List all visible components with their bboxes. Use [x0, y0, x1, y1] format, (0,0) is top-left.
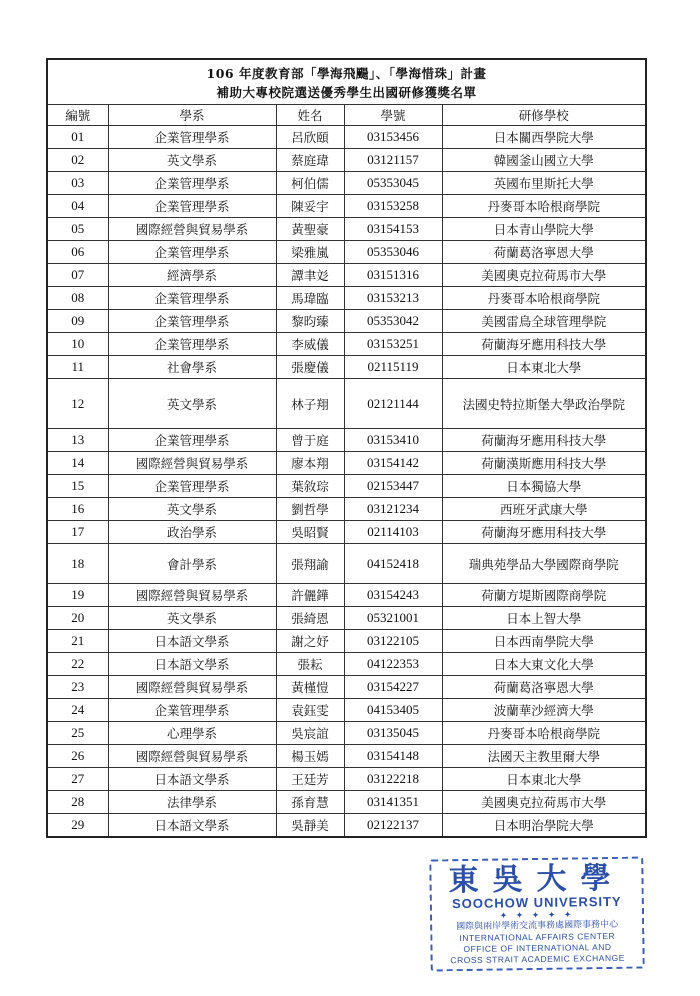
- cell-number: 17: [48, 521, 108, 544]
- stamp-line-2: OFFICE OF INTERNATIONAL AND: [463, 941, 612, 955]
- cell-number: 21: [48, 630, 108, 653]
- cell-department: 英文學系: [108, 149, 276, 172]
- cell-school: 英國布里斯托大學: [442, 172, 645, 195]
- cell-student-id: 03121157: [344, 149, 442, 172]
- award-list-sheet: [46, 58, 647, 838]
- cell-department: 政治學系: [108, 521, 276, 544]
- cell-school: 日本青山學院大學: [442, 218, 645, 241]
- table-row: [48, 149, 645, 172]
- cell-student-id: 03153251: [344, 333, 442, 356]
- cell-department: 經濟學系: [108, 264, 276, 287]
- table-row: [48, 544, 645, 584]
- cell-school: 荷蘭海牙應用科技大學: [442, 521, 645, 544]
- cell-number: 19: [48, 584, 108, 607]
- cell-number: 20: [48, 607, 108, 630]
- cell-number: 24: [48, 699, 108, 722]
- table-row: [48, 498, 645, 521]
- table-row: [48, 768, 645, 791]
- stamp-line-3: CROSS STRAIT ACADEMIC EXCHANGE: [450, 952, 625, 966]
- cell-school: 日本上智大學: [442, 607, 645, 630]
- cell-name: 陳妥宇: [276, 195, 344, 218]
- cell-number: 07: [48, 264, 108, 287]
- cell-name: 黎昀臻: [276, 310, 344, 333]
- cell-department: 心理學系: [108, 722, 276, 745]
- cell-name: 梁雅嵐: [276, 241, 344, 264]
- stamp-line-1: INTERNATIONAL AFFAIRS CENTER: [459, 930, 616, 944]
- cell-school: 丹麥哥本哈根商學院: [442, 722, 645, 745]
- table-row: [48, 379, 645, 429]
- cell-name: 楊玉嫣: [276, 745, 344, 768]
- cell-department: 英文學系: [108, 379, 276, 429]
- cell-student-id: 05353045: [344, 172, 442, 195]
- cell-number: 06: [48, 241, 108, 264]
- cell-name: 李威儀: [276, 333, 344, 356]
- cell-school: 日本獨協大學: [442, 475, 645, 498]
- header-department: 學系: [108, 105, 276, 126]
- cell-number: 09: [48, 310, 108, 333]
- table-row: [48, 745, 645, 768]
- cell-student-id: 02121144: [344, 379, 442, 429]
- cell-school: 美國雷鳥全球管理學院: [442, 310, 645, 333]
- cell-department: 企業管理學系: [108, 287, 276, 310]
- cell-name: 張慶儀: [276, 356, 344, 379]
- cell-number: 15: [48, 475, 108, 498]
- table-row: [48, 287, 645, 310]
- table-row: [48, 452, 645, 475]
- cell-number: 16: [48, 498, 108, 521]
- title-line-1: 106 年度教育部「學海飛颺」、「學海惜珠」計畫: [206, 66, 487, 81]
- cell-student-id: 04122353: [344, 653, 442, 676]
- document-title: [48, 60, 645, 104]
- cell-name: 謝之妤: [276, 630, 344, 653]
- cell-school: 日本大東文化大學: [442, 653, 645, 676]
- cell-name: 張綺恩: [276, 607, 344, 630]
- cell-student-id: 03141351: [344, 791, 442, 814]
- cell-name: 張耘: [276, 653, 344, 676]
- stamp-ornament: ✦ ✦ ✦ ✦ ✦: [499, 909, 575, 921]
- cell-school: 日本明治學院大學: [442, 814, 645, 837]
- table-row: [48, 791, 645, 814]
- header-name: 姓名: [276, 105, 344, 126]
- cell-name: 孫育慧: [276, 791, 344, 814]
- cell-school: 西班牙武康大學: [442, 498, 645, 521]
- cell-department: 國際經營與貿易學系: [108, 676, 276, 699]
- cell-school: 法國天主教里爾大學: [442, 745, 645, 768]
- cell-student-id: 02115119: [344, 356, 442, 379]
- cell-name: 張翔諭: [276, 544, 344, 584]
- cell-number: 18: [48, 544, 108, 584]
- cell-school: 日本西南學院大學: [442, 630, 645, 653]
- table-row: [48, 475, 645, 498]
- cell-student-id: 02114103: [344, 521, 442, 544]
- cell-department: 法律學系: [108, 791, 276, 814]
- cell-name: 吳靜美: [276, 814, 344, 837]
- cell-school: 日本東北大學: [442, 768, 645, 791]
- cell-student-id: 05321001: [344, 607, 442, 630]
- cell-department: 企業管理學系: [108, 310, 276, 333]
- cell-number: 04: [48, 195, 108, 218]
- cell-school: 荷蘭漢斯應用科技大學: [442, 452, 645, 475]
- cell-number: 27: [48, 768, 108, 791]
- stamp-name-zh: 東吳大學: [448, 860, 625, 899]
- table-row: [48, 630, 645, 653]
- table-row: [48, 521, 645, 544]
- cell-name: 廖本翔: [276, 452, 344, 475]
- cell-school: 荷蘭葛洛寧恩大學: [442, 241, 645, 264]
- header-school: 研修學校: [442, 105, 645, 126]
- cell-school: 荷蘭海牙應用科技大學: [442, 429, 645, 452]
- cell-school: 荷蘭葛洛寧恩大學: [442, 676, 645, 699]
- cell-student-id: 03135045: [344, 722, 442, 745]
- cell-department: 英文學系: [108, 498, 276, 521]
- cell-school: 丹麥哥本哈根商學院: [442, 287, 645, 310]
- header-student-id: 學號: [344, 105, 442, 126]
- cell-name: 柯伯儒: [276, 172, 344, 195]
- cell-name: 曾于庭: [276, 429, 344, 452]
- cell-student-id: 05353042: [344, 310, 442, 333]
- cell-department: 日本語文學系: [108, 768, 276, 791]
- cell-department: 日本語文學系: [108, 630, 276, 653]
- stamp-name-en: SOOCHOW UNIVERSITY: [451, 893, 622, 912]
- cell-department: 日本語文學系: [108, 814, 276, 837]
- cell-number: 22: [48, 653, 108, 676]
- table-row: [48, 126, 645, 149]
- cell-student-id: 02122137: [344, 814, 442, 837]
- cell-name: 許儷鏵: [276, 584, 344, 607]
- cell-department: 企業管理學系: [108, 333, 276, 356]
- cell-number: 01: [48, 126, 108, 149]
- cell-name: 吳昭賢: [276, 521, 344, 544]
- table-row: [48, 310, 645, 333]
- table-row: [48, 429, 645, 452]
- cell-student-id: 04153405: [344, 699, 442, 722]
- cell-name: 黃聖豪: [276, 218, 344, 241]
- cell-student-id: 03154153: [344, 218, 442, 241]
- cell-number: 10: [48, 333, 108, 356]
- cell-student-id: 03154243: [344, 584, 442, 607]
- cell-name: 劉哲學: [276, 498, 344, 521]
- table-row: [48, 333, 645, 356]
- stamp-office-zh: 國際與兩岸學術交流事務處國際事務中心: [456, 919, 619, 933]
- award-table: [48, 104, 645, 836]
- cell-student-id: 03153258: [344, 195, 442, 218]
- cell-department: 企業管理學系: [108, 126, 276, 149]
- cell-school: 美國奧克拉荷馬市大學: [442, 791, 645, 814]
- cell-student-id: 03154142: [344, 452, 442, 475]
- cell-number: 28: [48, 791, 108, 814]
- cell-student-id: 02153447: [344, 475, 442, 498]
- cell-student-id: 03122218: [344, 768, 442, 791]
- cell-name: 馬瑋臨: [276, 287, 344, 310]
- cell-student-id: 03153213: [344, 287, 442, 310]
- table-row: [48, 356, 645, 379]
- cell-student-id: 03121234: [344, 498, 442, 521]
- cell-student-id: 03122105: [344, 630, 442, 653]
- cell-name: 呂欣頤: [276, 126, 344, 149]
- cell-department: 國際經營與貿易學系: [108, 452, 276, 475]
- cell-student-id: 05353046: [344, 241, 442, 264]
- table-row: [48, 814, 645, 837]
- cell-number: 02: [48, 149, 108, 172]
- cell-number: 12: [48, 379, 108, 429]
- cell-school: 荷蘭方堤斯國際商學院: [442, 584, 645, 607]
- table-row: [48, 722, 645, 745]
- cell-school: 美國奧克拉荷馬市大學: [442, 264, 645, 287]
- cell-student-id: 04152418: [344, 544, 442, 584]
- cell-number: 11: [48, 356, 108, 379]
- cell-school: 丹麥哥本哈根商學院: [442, 195, 645, 218]
- cell-number: 29: [48, 814, 108, 837]
- cell-name: 蔡庭瑋: [276, 149, 344, 172]
- table-row: [48, 264, 645, 287]
- cell-department: 國際經營與貿易學系: [108, 584, 276, 607]
- university-stamp: [429, 857, 645, 972]
- table-row: [48, 699, 645, 722]
- cell-department: 企業管理學系: [108, 475, 276, 498]
- cell-department: 國際經營與貿易學系: [108, 745, 276, 768]
- cell-department: 企業管理學系: [108, 429, 276, 452]
- cell-student-id: 03153456: [344, 126, 442, 149]
- table-row: [48, 676, 645, 699]
- cell-department: 日本語文學系: [108, 653, 276, 676]
- title-line-2: 補助大專校院選送優秀學生出國研修獲獎名單: [216, 85, 477, 100]
- cell-student-id: 03151316: [344, 264, 442, 287]
- cell-number: 14: [48, 452, 108, 475]
- cell-number: 03: [48, 172, 108, 195]
- cell-name: 林子翔: [276, 379, 344, 429]
- cell-number: 25: [48, 722, 108, 745]
- table-row: [48, 607, 645, 630]
- cell-department: 英文學系: [108, 607, 276, 630]
- table-row: [48, 584, 645, 607]
- cell-student-id: 03153410: [344, 429, 442, 452]
- table-row: [48, 218, 645, 241]
- cell-school: 瑞典苑學品大學國際商學院: [442, 544, 645, 584]
- cell-number: 13: [48, 429, 108, 452]
- cell-number: 26: [48, 745, 108, 768]
- cell-school: 法國史特拉斯堡大學政治學院: [442, 379, 645, 429]
- cell-department: 社會學系: [108, 356, 276, 379]
- table-row: [48, 172, 645, 195]
- table-body: [48, 126, 645, 837]
- cell-number: 23: [48, 676, 108, 699]
- cell-department: 企業管理學系: [108, 241, 276, 264]
- cell-school: 荷蘭海牙應用科技大學: [442, 333, 645, 356]
- cell-name: 葉敘琮: [276, 475, 344, 498]
- cell-number: 05: [48, 218, 108, 241]
- table-row: [48, 195, 645, 218]
- table-row: [48, 241, 645, 264]
- cell-department: 企業管理學系: [108, 172, 276, 195]
- cell-school: 日本東北大學: [442, 356, 645, 379]
- cell-student-id: 03154227: [344, 676, 442, 699]
- cell-department: 會計學系: [108, 544, 276, 584]
- cell-name: 吳宸誼: [276, 722, 344, 745]
- cell-department: 國際經營與貿易學系: [108, 218, 276, 241]
- cell-name: 譚聿彣: [276, 264, 344, 287]
- cell-department: 企業管理學系: [108, 699, 276, 722]
- cell-school: 韓國釜山國立大學: [442, 149, 645, 172]
- header-number: 編號: [48, 105, 108, 126]
- table-header-row: [48, 105, 645, 126]
- cell-name: 袁鈺雯: [276, 699, 344, 722]
- cell-name: 王廷芳: [276, 768, 344, 791]
- cell-department: 企業管理學系: [108, 195, 276, 218]
- cell-student-id: 03154148: [344, 745, 442, 768]
- cell-school: 日本關西學院大學: [442, 126, 645, 149]
- cell-name: 黃槿愷: [276, 676, 344, 699]
- cell-school: 波蘭華沙經濟大學: [442, 699, 645, 722]
- table-row: [48, 653, 645, 676]
- cell-number: 08: [48, 287, 108, 310]
